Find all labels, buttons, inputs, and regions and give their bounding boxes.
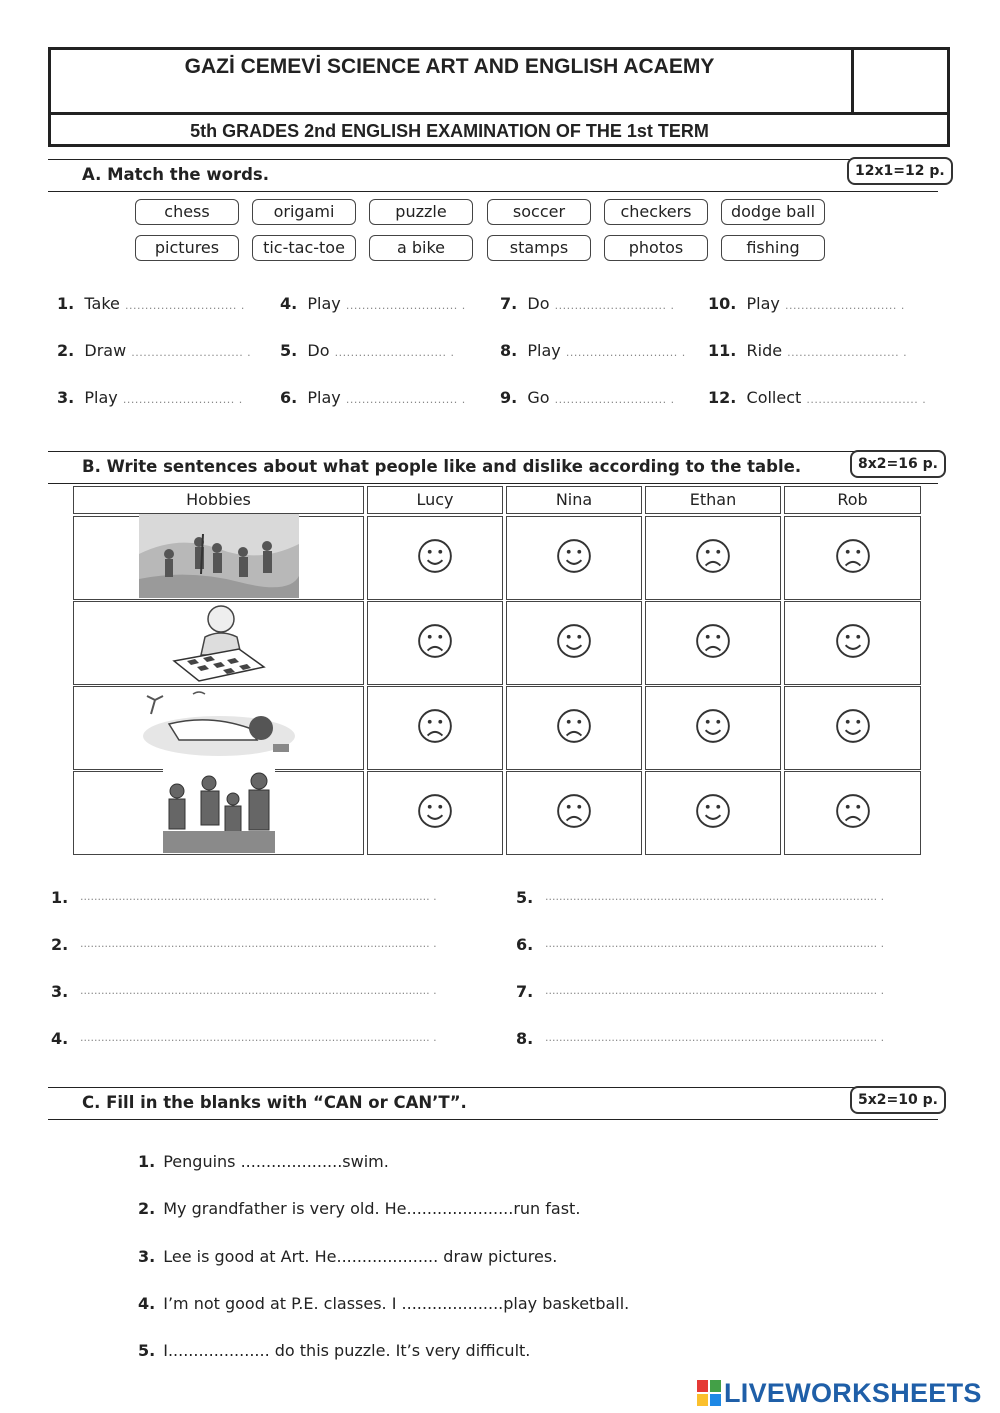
item-number: 8.	[500, 341, 518, 360]
sentence-number: 3.	[51, 982, 69, 1001]
item-number: 2.	[138, 1199, 156, 1219]
face-cell	[367, 601, 503, 685]
school-title: GAZİ CEMEVİ SCIENCE ART AND ENGLISH ACAEMY	[184, 55, 715, 78]
sad-face-icon	[695, 538, 731, 578]
sentence-number: 7.	[516, 982, 534, 1001]
hiking-picture	[139, 514, 299, 602]
hobby-cell	[73, 516, 364, 600]
sentence-blank[interactable]: ............................................................................................... .	[545, 1031, 885, 1044]
section-b-title: B. Write sentences about what people like and dislike according to the table.	[82, 457, 802, 476]
item-verb: Play	[84, 388, 118, 407]
word-box: fishing	[721, 235, 825, 261]
face-cell	[645, 686, 781, 770]
item-verb: Go	[527, 388, 550, 407]
sentence-number: 1.	[51, 888, 69, 907]
hobby-cell	[73, 771, 364, 855]
face-cell	[506, 516, 642, 600]
word-box: a bike	[369, 235, 473, 261]
table-header-ethan: Ethan	[645, 486, 781, 514]
item-verb: Play	[746, 294, 780, 313]
table-header-lucy: Lucy	[367, 486, 503, 514]
sad-face-icon	[556, 708, 592, 748]
section-c-score: 5x2=10 p.	[850, 1086, 946, 1114]
item-verb: Do	[307, 341, 330, 360]
match-item	[57, 294, 245, 313]
sentence-blank[interactable]: .................................................................................................... .	[80, 1031, 437, 1044]
item-number: 6.	[280, 388, 298, 407]
exam-title: 5th GRADES 2nd ENGLISH EXAMINATION OF THE 1st TERM	[190, 121, 709, 141]
item-sentence[interactable]: I’m not good at P.E. classes. I ....................play basketball.	[163, 1293, 630, 1313]
match-item	[500, 388, 675, 407]
section-a-title: A. Match the words.	[82, 165, 269, 184]
item-sentence[interactable]: Penguins ....................swim.	[163, 1152, 389, 1171]
face-cell	[367, 516, 503, 600]
item-number: 2.	[57, 341, 75, 360]
item-number: 1.	[57, 294, 75, 313]
happy-face-icon	[695, 708, 731, 748]
item-number: 5.	[280, 341, 298, 360]
word-box: dodge ball	[721, 199, 825, 225]
item-number: 3.	[57, 388, 75, 407]
answer-blank[interactable]: ............................ .	[784, 299, 905, 312]
table-header-nina: Nina	[506, 486, 642, 514]
item-verb: Collect	[746, 388, 802, 407]
swimming-picture	[139, 684, 299, 772]
item-verb: Play	[527, 341, 561, 360]
happy-face-icon	[835, 708, 871, 748]
chess-picture	[169, 599, 269, 687]
table-header-hobbies: Hobbies	[73, 486, 364, 514]
sad-face-icon	[835, 793, 871, 833]
item-sentence[interactable]: My grandfather is very old. He.....................run fast.	[163, 1199, 581, 1219]
happy-face-icon	[417, 793, 453, 833]
item-verb: Play	[307, 388, 341, 407]
face-cell	[645, 516, 781, 600]
word-box: chess	[135, 199, 239, 225]
face-cell	[367, 686, 503, 770]
answer-blank[interactable]: ............................ .	[806, 393, 927, 406]
happy-face-icon	[695, 793, 731, 833]
sentence-blank[interactable]: ............................................................................................... .	[545, 937, 885, 950]
liveworksheets-icon	[697, 1380, 721, 1406]
section-b-score: 8x2=16 p.	[850, 450, 946, 478]
word-box: photos	[604, 235, 708, 261]
sentence-blank[interactable]: ............................................................................................... .	[545, 890, 885, 903]
word-box: stamps	[487, 235, 591, 261]
happy-face-icon	[556, 538, 592, 578]
answer-blank[interactable]: ............................ .	[787, 346, 908, 359]
word-box: tic-tac-toe	[252, 235, 356, 261]
section-a-score: 12x1=12 p.	[847, 157, 953, 185]
word-box: soccer	[487, 199, 591, 225]
sentence-blank[interactable]: .................................................................................................... .	[80, 984, 437, 997]
sad-face-icon	[556, 793, 592, 833]
answer-blank[interactable]: ............................ .	[131, 346, 252, 359]
face-cell	[784, 601, 921, 685]
answer-blank[interactable]: ............................ .	[345, 299, 466, 312]
item-number: 7.	[500, 294, 518, 313]
dancing-picture	[163, 769, 275, 857]
face-cell	[506, 686, 642, 770]
sad-face-icon	[695, 623, 731, 663]
answer-blank[interactable]: ............................ .	[554, 393, 675, 406]
word-box: pictures	[135, 235, 239, 261]
item-number: 12.	[708, 388, 737, 407]
face-cell	[645, 601, 781, 685]
word-box: origami	[252, 199, 356, 225]
face-cell	[367, 771, 503, 855]
liveworksheets-logo	[697, 1378, 982, 1408]
sentence-blank[interactable]: .................................................................................................... .	[80, 937, 437, 950]
face-cell	[506, 601, 642, 685]
sentence-number: 5.	[516, 888, 534, 907]
table-header-rob: Rob	[784, 486, 921, 514]
word-box: checkers	[604, 199, 708, 225]
answer-blank[interactable]: ............................ .	[565, 346, 686, 359]
match-item	[57, 341, 251, 360]
answer-blank[interactable]: ............................ .	[122, 393, 243, 406]
match-item	[280, 294, 466, 313]
fill-item	[138, 1152, 389, 1171]
item-number: 9.	[500, 388, 518, 407]
face-cell	[645, 771, 781, 855]
hobby-cell	[73, 686, 364, 770]
liveworksheets-text: LIVEWORKSHEETS	[724, 1377, 982, 1408]
item-number: 1.	[138, 1152, 156, 1171]
sentence-number: 2.	[51, 935, 69, 954]
match-item	[708, 388, 926, 407]
item-number: 11.	[708, 341, 737, 360]
face-cell	[784, 686, 921, 770]
item-verb: Do	[527, 294, 550, 313]
face-cell	[506, 771, 642, 855]
sentence-number: 6.	[516, 935, 534, 954]
sad-face-icon	[417, 623, 453, 663]
item-verb: Ride	[746, 341, 783, 360]
match-item	[57, 388, 243, 407]
fill-item	[138, 1247, 557, 1266]
happy-face-icon	[835, 623, 871, 663]
sentence-number: 8.	[516, 1029, 534, 1048]
face-cell	[784, 516, 921, 600]
sentence-blank[interactable]: .................................................................................................... .	[80, 890, 437, 903]
match-item	[500, 294, 675, 313]
answer-blank[interactable]: ............................ .	[345, 393, 466, 406]
item-sentence[interactable]: I.................... do this puzzle. It’s very difficult.	[163, 1341, 531, 1361]
fill-item	[138, 1341, 530, 1360]
answer-blank[interactable]: ............................ .	[554, 299, 675, 312]
header-score-divider	[851, 47, 854, 114]
item-verb: Draw	[84, 341, 127, 360]
word-box: puzzle	[369, 199, 473, 225]
sad-face-icon	[835, 538, 871, 578]
header-divider	[48, 112, 950, 115]
match-item	[280, 388, 466, 407]
item-number: 5.	[138, 1341, 156, 1361]
match-item	[280, 341, 455, 360]
hobby-cell	[73, 601, 364, 685]
item-number: 3.	[138, 1246, 156, 1266]
item-number: 4.	[138, 1293, 156, 1313]
match-item	[500, 341, 686, 360]
item-number: 4.	[280, 294, 298, 313]
happy-face-icon	[417, 538, 453, 578]
item-sentence[interactable]: Lee is good at Art. He.................... draw pictures.	[163, 1246, 558, 1266]
sentence-blank[interactable]: ............................................................................................... .	[545, 984, 885, 997]
answer-blank[interactable]: ............................ .	[124, 299, 245, 312]
fill-item	[138, 1199, 580, 1218]
section-c-title: C. Fill in the blanks with “CAN or CAN’T”.	[82, 1093, 467, 1112]
sentence-number: 4.	[51, 1029, 69, 1048]
match-item	[708, 294, 905, 313]
happy-face-icon	[556, 623, 592, 663]
item-number: 10.	[708, 294, 737, 313]
match-item	[708, 341, 907, 360]
item-verb: Play	[307, 294, 341, 313]
answer-blank[interactable]: ............................ .	[334, 346, 455, 359]
fill-item	[138, 1294, 629, 1313]
face-cell	[784, 771, 921, 855]
item-verb: Take	[84, 294, 120, 313]
sad-face-icon	[417, 708, 453, 748]
